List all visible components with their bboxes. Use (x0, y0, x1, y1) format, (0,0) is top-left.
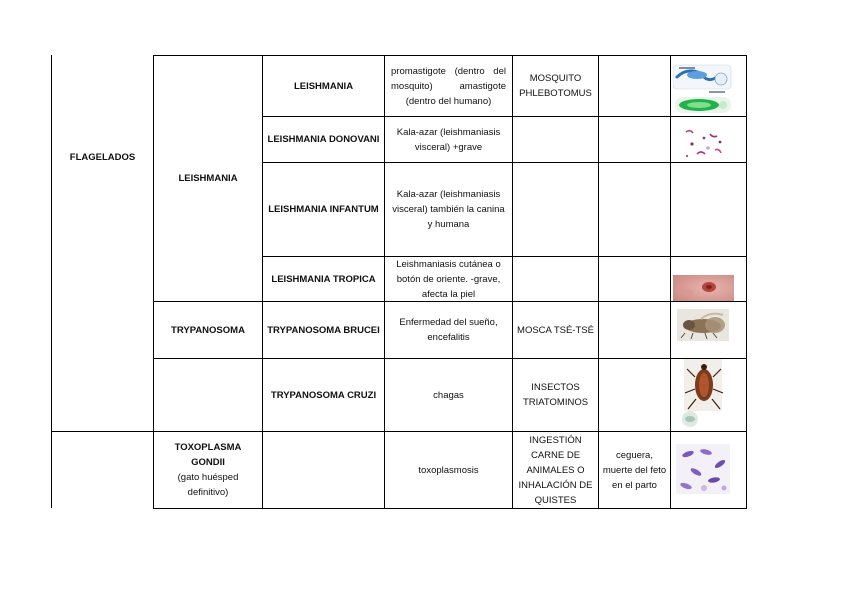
group-label-flagelados: FLAGELADOS (69, 152, 136, 163)
disease-cruzi: chagas (433, 389, 464, 401)
species-label-tropica: LEISHMANIA TROPICA (271, 273, 376, 285)
tsetse-fly-photo (677, 309, 729, 341)
vector-leishmania: MOSQUITO PHLEBOTOMUS (519, 73, 592, 99)
disease-brucei: Enfermedad del sueño, encefalitis (399, 317, 498, 343)
table-border-bottom (153, 508, 747, 509)
species-label-brucei: TRYPANOSOMA BRUCEI (267, 324, 380, 336)
genus-label-trypanosoma: TRYPANOSOMA (171, 324, 245, 336)
table-border-right (746, 55, 747, 508)
promastigote-amastigote-diagram-image (673, 63, 733, 115)
vector-cruzi: INSECTOS TRIATOMINOS (522, 382, 589, 408)
species-label-cruzi: TRYPANOSOMA CRUZI (270, 389, 377, 401)
triatomine-bug-photo (678, 359, 726, 429)
disease-toxoplasma: toxoplasmosis (418, 464, 479, 476)
disease-leishmania: promastigote (dentro del mosquito) amastigote (dentro del humano) (391, 65, 506, 107)
species-label-donovani: LEISHMANIA DONOVANI (267, 134, 380, 145)
genus-label-toxoplasma: TOXOPLASMA GONDII (174, 442, 242, 468)
species-label-leishmania: LEISHMANIA (293, 80, 354, 92)
skin-lesion-photo (673, 275, 734, 301)
table-col-divider (670, 55, 671, 508)
species-label-infantum: LEISHMANIA INFANTUM (268, 204, 379, 215)
consequence-toxoplasma: ceguera, muerte del feto en el parto (602, 449, 667, 491)
vector-brucei: MOSCA TSÉ-TSÉ (517, 324, 594, 336)
toxoplasma-host-note: (gato huésped definitivo) (177, 472, 239, 498)
vector-toxoplasma: INGESTIÓN CARNE DE ANIMALES O INHALACIÓN DE QUISTES (518, 434, 593, 506)
genus-label-leishmania: LEISHMANIA (178, 173, 238, 184)
disease-tropica: Leishmaniasis cutánea o botón de oriente. -grave, afecta la piel (396, 258, 501, 300)
disease-donovani: Kala-azar (leishmaniasis visceral) +grave (396, 126, 501, 153)
toxoplasma-smear-image (676, 444, 730, 494)
genus-cell-toxoplasma (154, 432, 262, 508)
disease-infantum: Kala-azar (leishmaniasis visceral) también la canina y humana (392, 189, 505, 230)
blood-smear-image (682, 124, 727, 162)
